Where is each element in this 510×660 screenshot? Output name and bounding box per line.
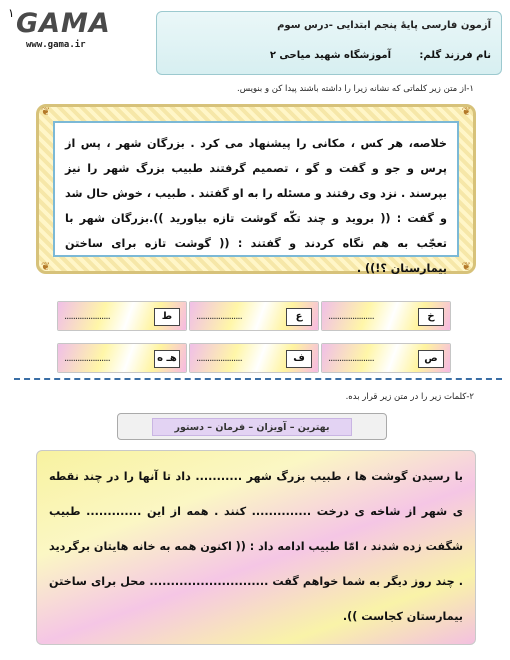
answer-blank[interactable]: ..................... (64, 353, 110, 364)
gama-logo (16, 8, 126, 52)
corner-ornament-icon: ❦ (461, 260, 471, 273)
answer-box-ta[interactable] (57, 301, 187, 331)
question-2-instruction: ٢-کلمات زیر را در متن زیر قرار بده. (345, 392, 474, 402)
school-name: آموزشگاه شهید میاحی ٢ (269, 50, 391, 61)
student-name-label: نام فرزند گلم: (419, 50, 491, 61)
reading-passage: خلاصه، هر کس ، مکانی را پیشنهاد می کرد . بزرگان شهر ، پس از پرس و جو و گفت و گو ، تصمیم گرفتند طبیب بزرگ شهر را نیز بپرسند . نزد وی رفتند و مسئله را به او گفتند . طبیب ، خوش حال شد و گفت : (( بروید و چند تکّه گوشت تازه بیاورید )).بزرگان شهر با تعجّب به هم نگاه کردند و گفتند : (( گوشت تازه برای ساختن بیمارستان ؟!)) . (65, 137, 447, 275)
answer-box-he[interactable] (57, 343, 187, 373)
answer-blank[interactable]: ..................... (64, 311, 110, 322)
answer-letter: ف (286, 350, 312, 368)
answer-letter: ع (286, 308, 312, 326)
answer-letter: ط (154, 308, 180, 326)
exam-title: آزمون فارسی پایۀ پنجم ابتدایی -درس سوم (277, 20, 491, 31)
passage-panel (53, 121, 459, 275)
logo-url: www.gama.ir (26, 40, 86, 50)
answer-box-kh[interactable] (321, 301, 451, 331)
answer-blank[interactable]: ..................... (196, 311, 242, 322)
answer-letter: خ (418, 308, 444, 326)
question-1-instruction: ١-از متن زیر کلماتی که نشانه زیرا را داشته باشند پیدا کن و بنویس. (237, 84, 474, 94)
answer-box-fe[interactable] (189, 343, 319, 373)
answer-blank[interactable]: ..................... (328, 311, 374, 322)
answer-letter: هـ ه (154, 350, 180, 368)
section-divider (14, 378, 502, 380)
logo-name: GAMA (16, 8, 111, 39)
answer-box-ein[interactable] (189, 301, 319, 331)
passage-frame (36, 104, 476, 274)
fill-in-passage-frame (36, 450, 476, 645)
corner-ornament-icon: ❦ (41, 260, 51, 273)
exam-header (156, 11, 502, 75)
answer-letter: ص (418, 350, 444, 368)
fill-in-passage[interactable]: با رسیدن گوشت ها ، طبیب بزرگ شهر ........... داد تا آنها را در چند نقطه ی شهر از شاخه ی درخت .............. کنند . همه از این ............. طبیب شگفت زده شدند ، امّا طبیب ادامه داد : (( اکنون همه به خانه هایتان برگردید . چند روز دیگر به شما خواهم گفت ............................ محل برای ساختن بیمارستان کجاست )). (49, 470, 463, 623)
corner-ornament-icon: ❦ (461, 105, 471, 118)
page-number: ١ (8, 6, 15, 20)
corner-ornament-icon: ❦ (41, 105, 51, 118)
answer-box-sad[interactable] (321, 343, 451, 373)
word-bank-list: بهترین – آویزان – فرمان – دستور (152, 418, 352, 436)
word-bank (117, 413, 387, 440)
answer-blank[interactable]: ..................... (196, 353, 242, 364)
answer-blank[interactable]: ..................... (328, 353, 374, 364)
